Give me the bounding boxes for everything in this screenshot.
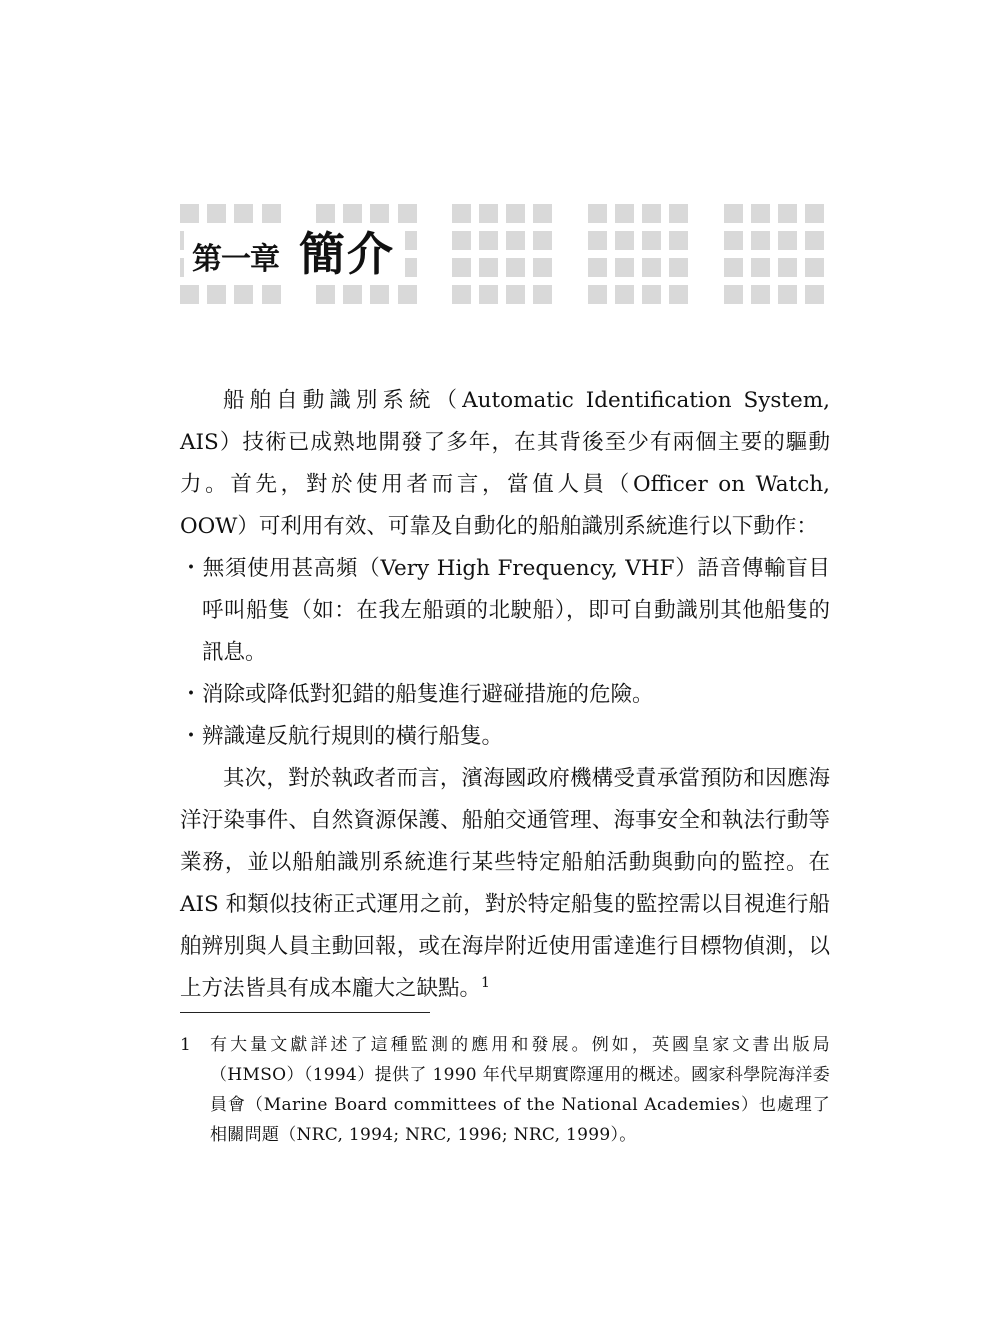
grid-cell	[425, 258, 444, 277]
grid-cell	[615, 258, 634, 277]
footnote-reference[interactable]: 1	[481, 975, 490, 991]
grid-cell	[234, 285, 253, 304]
grid-cell	[697, 231, 716, 250]
chapter-number: 第一章	[192, 242, 279, 277]
grid-cell	[642, 258, 661, 277]
grid-cell	[533, 285, 552, 304]
footnote	[180, 1030, 830, 1150]
grid-cell	[316, 285, 335, 304]
grid-cell	[697, 204, 716, 223]
grid-cell	[561, 258, 580, 277]
grid-cell	[316, 204, 335, 223]
grid-cell	[506, 231, 525, 250]
grid-cell	[697, 285, 716, 304]
grid-cell	[561, 231, 580, 250]
grid-cell	[561, 285, 580, 304]
chapter-name: 簡介	[299, 227, 395, 281]
grid-cell	[724, 231, 743, 250]
grid-cell	[561, 204, 580, 223]
grid-cell	[588, 285, 607, 304]
grid-cell	[343, 204, 362, 223]
grid-cell	[805, 285, 824, 304]
grid-cell	[615, 231, 634, 250]
grid-cell	[289, 204, 308, 223]
bullet-text: 辨識違反航行規則的橫行船隻。	[202, 724, 504, 749]
grid-cell	[234, 204, 253, 223]
body-text	[180, 380, 830, 1010]
grid-cell	[452, 231, 471, 250]
intro-paragraph: 船舶自動識別系統（Automatic Identification System, AIS）技術已成熟地開發了多年，在其背後至少有兩個主要的驅動力。首先，對於使用者而言，當值人員（Officer on Watch, OOW）可利用有效、可靠及自動化的船舶識別系統進行以下動作：	[180, 388, 830, 539]
grid-cell	[751, 258, 770, 277]
chapter-title	[184, 227, 405, 281]
grid-cell	[533, 258, 552, 277]
grid-cell	[506, 258, 525, 277]
grid-cell	[207, 285, 226, 304]
grid-cell	[778, 231, 797, 250]
grid-cell	[533, 204, 552, 223]
grid-cell	[751, 231, 770, 250]
grid-cell	[588, 258, 607, 277]
grid-cell	[669, 285, 688, 304]
second-paragraph-text: 其次，對於執政者而言，濱海國政府機構受責承當預防和因應海洋汙染事件、自然資源保護、船舶交通管理、海事安全和執法行動等業務，並以船舶識別系統進行某些特定船舶活動與動向的監控。在AIS 和類似技術正式運用之前，對於特定船隻的監控需以目視進行船舶辨別與人員主動回報，或在海岸附近使用雷達進行目標物偵測，以上方法皆具有成本龐大之缺點。	[180, 766, 830, 1001]
chapter-header	[180, 204, 830, 304]
grid-cell	[588, 204, 607, 223]
grid-cell	[289, 285, 308, 304]
grid-cell	[615, 285, 634, 304]
grid-cell	[425, 285, 444, 304]
bullet-marker: ・	[180, 682, 202, 707]
grid-cell	[370, 285, 389, 304]
grid-cell	[778, 285, 797, 304]
grid-cell	[778, 204, 797, 223]
grid-cell	[398, 285, 417, 304]
grid-cell	[370, 204, 389, 223]
grid-cell	[724, 285, 743, 304]
grid-cell	[805, 204, 824, 223]
bullet-text: 無須使用甚高頻（Very High Frequency, VHF）語音傳輸盲目呼叫船隻（如：在我左船頭的北駛船），即可自動識別其他船隻的訊息。	[202, 556, 830, 665]
footnote-divider	[180, 1012, 430, 1013]
grid-cell	[180, 204, 199, 223]
grid-cell	[615, 204, 634, 223]
grid-cell	[669, 258, 688, 277]
grid-cell	[533, 231, 552, 250]
grid-cell	[506, 204, 525, 223]
grid-cell	[180, 285, 199, 304]
grid-cell	[262, 204, 281, 223]
footnote-text: 有大量文獻詳述了這種監測的應用和發展。例如，英國皇家文書出版局（HMSO）（1994）提供了 1990 年代早期實際運用的概述。國家科學院海洋委員會（Marine Board committees of the National Academies）也處理了相關問題（NRC, 1994; NRC, 1996; NRC, 1999）。	[210, 1035, 830, 1145]
grid-cell	[262, 285, 281, 304]
grid-cell	[588, 231, 607, 250]
grid-cell	[778, 258, 797, 277]
grid-cell	[452, 204, 471, 223]
grid-cell	[751, 285, 770, 304]
grid-cell	[724, 204, 743, 223]
grid-cell	[425, 231, 444, 250]
grid-cell	[398, 204, 417, 223]
grid-cell	[452, 285, 471, 304]
grid-cell	[697, 258, 716, 277]
grid-cell	[343, 285, 362, 304]
bullet-item	[180, 674, 830, 716]
grid-cell	[479, 258, 498, 277]
bullet-item	[180, 716, 830, 758]
grid-cell	[669, 231, 688, 250]
bullet-text: 消除或降低對犯錯的船隻進行避碰措施的危險。	[202, 682, 654, 707]
grid-cell	[724, 258, 743, 277]
grid-cell	[669, 204, 688, 223]
grid-cell	[751, 204, 770, 223]
grid-cell	[642, 204, 661, 223]
grid-cell	[207, 204, 226, 223]
grid-cell	[805, 258, 824, 277]
grid-cell	[805, 231, 824, 250]
grid-cell	[479, 231, 498, 250]
grid-cell	[642, 231, 661, 250]
grid-cell	[479, 204, 498, 223]
grid-cell	[479, 285, 498, 304]
grid-cell	[642, 285, 661, 304]
bullet-marker: ・	[180, 556, 202, 581]
second-paragraph	[180, 758, 830, 1010]
grid-cell	[506, 285, 525, 304]
grid-cell	[425, 204, 444, 223]
bullet-item	[180, 548, 830, 674]
grid-cell	[452, 258, 471, 277]
bullet-list	[180, 548, 830, 758]
bullet-marker: ・	[180, 724, 202, 749]
footnote-number: 1	[180, 1035, 191, 1055]
